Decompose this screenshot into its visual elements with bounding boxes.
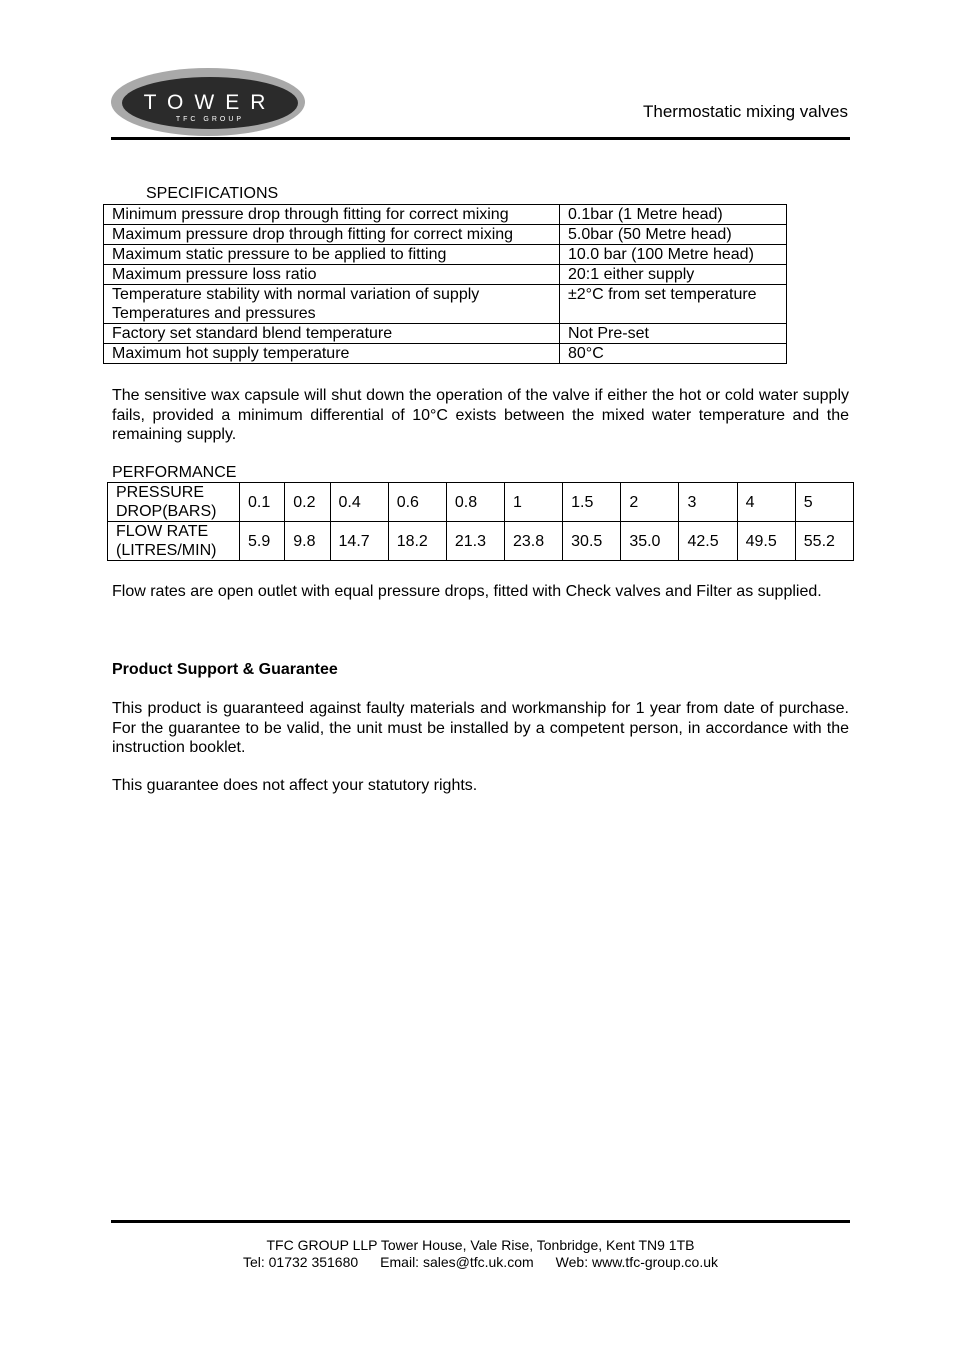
flow-cell: 55.2 <box>795 522 853 561</box>
wax-capsule-paragraph: The sensitive wax capsule will shut down the operation of the valve if either the hot or cold water supply fails, provided a minimum differential of 10°C exists between the mixed water temperature and the remaining supply. <box>112 387 849 443</box>
table-row <box>108 522 854 561</box>
table-row <box>104 344 787 364</box>
flow-cell: 35.0 <box>621 522 679 561</box>
footer-rule <box>111 1220 850 1223</box>
flow-cell: 49.5 <box>737 522 795 561</box>
table-row <box>104 265 787 285</box>
header-rule <box>111 137 850 140</box>
pressure-cell: 0.2 <box>285 483 330 522</box>
logo-subtext: TFC GROUP <box>175 116 245 123</box>
guarantee-paragraph: This product is guaranteed against faulty materials and workmanship for 1 year from date of purchase. For the guarantee to be valid, the unit must be installed by a competent person, in accordance with the instruction booklet. <box>112 700 849 756</box>
table-row <box>104 205 787 225</box>
pressure-cell: 5 <box>795 483 853 522</box>
performance-label: PERFORMANCE <box>112 464 237 481</box>
spec-label: Maximum pressure drop through fitting for correct mixing <box>104 225 560 245</box>
spec-label-line: Temperatures and pressures <box>112 305 316 322</box>
performance-table <box>107 482 854 561</box>
flow-note-paragraph: Flow rates are open outlet with equal pressure drops, fitted with Check valves and Filter as supplied. <box>112 583 822 600</box>
footer-address: TFC GROUP LLP Tower House, Vale Rise, Tonbridge, Kent TN9 1TB <box>266 1237 695 1253</box>
flow-cell: 23.8 <box>505 522 563 561</box>
tower-logo <box>110 67 306 137</box>
pressure-header <box>108 483 240 522</box>
spec-value: 0.1bar (1 Metre head) <box>560 205 787 225</box>
spec-label: Minimum pressure drop through fitting for correct mixing <box>104 205 560 225</box>
table-row <box>108 483 854 522</box>
flow-cell: 14.7 <box>330 522 388 561</box>
flow-cell: 5.9 <box>240 522 285 561</box>
support-heading: Product Support & Guarantee <box>112 661 338 678</box>
spec-label: Maximum static pressure to be applied to fitting <box>104 245 560 265</box>
flow-header-line: (LITRES/MIN) <box>116 542 217 559</box>
pressure-cell: 2 <box>621 483 679 522</box>
flow-header <box>108 522 240 561</box>
table-row <box>104 225 787 245</box>
pressure-header-line: DROP(BARS) <box>116 503 217 520</box>
pressure-cell: 1 <box>505 483 563 522</box>
pressure-cell: 4 <box>737 483 795 522</box>
pressure-cell: 0.6 <box>388 483 446 522</box>
flow-cell: 9.8 <box>285 522 330 561</box>
flow-header-line: FLOW RATE <box>116 523 209 540</box>
flow-cell: 30.5 <box>563 522 621 561</box>
pressure-cell: 0.8 <box>446 483 504 522</box>
spec-value: ±2°C from set temperature <box>560 285 787 324</box>
spec-label: Maximum hot supply temperature <box>104 344 560 364</box>
flow-cell: 18.2 <box>388 522 446 561</box>
footer-web: Web: www.tfc-group.co.uk <box>555 1254 719 1270</box>
flow-cell: 42.5 <box>679 522 737 561</box>
spec-label <box>104 285 560 324</box>
pressure-cell: 1.5 <box>563 483 621 522</box>
pressure-cell: 3 <box>679 483 737 522</box>
document-title: Thermostatic mixing valves <box>642 102 848 121</box>
statutory-rights-text: This guarantee does not affect your statutory rights. <box>112 777 478 794</box>
spec-label: Maximum pressure loss ratio <box>104 265 560 285</box>
pressure-cell: 0.4 <box>330 483 388 522</box>
spec-label-line: Temperature stability with normal variation of supply <box>112 286 480 303</box>
specifications-label: SPECIFICATIONS <box>146 185 279 202</box>
spec-value: 20:1 either supply <box>560 265 787 285</box>
table-row <box>104 285 787 324</box>
specifications-table <box>103 204 787 364</box>
table-row <box>104 324 787 344</box>
spec-value: Not Pre-set <box>560 324 787 344</box>
spec-value: 80°C <box>560 344 787 364</box>
pressure-cell: 0.1 <box>240 483 285 522</box>
spec-value: 10.0 bar (100 Metre head) <box>560 245 787 265</box>
spec-label: Factory set standard blend temperature <box>104 324 560 344</box>
logo-text: TOWER <box>143 91 277 114</box>
table-row <box>104 245 787 265</box>
spec-value: 5.0bar (50 Metre head) <box>560 225 787 245</box>
footer-contacts <box>111 1254 850 1271</box>
footer-email: Email: sales@tfc.uk.com <box>380 1254 534 1270</box>
flow-cell: 21.3 <box>446 522 504 561</box>
pressure-header-line: PRESSURE <box>116 484 205 501</box>
footer-tel: Tel: 01732 351680 <box>242 1254 359 1270</box>
